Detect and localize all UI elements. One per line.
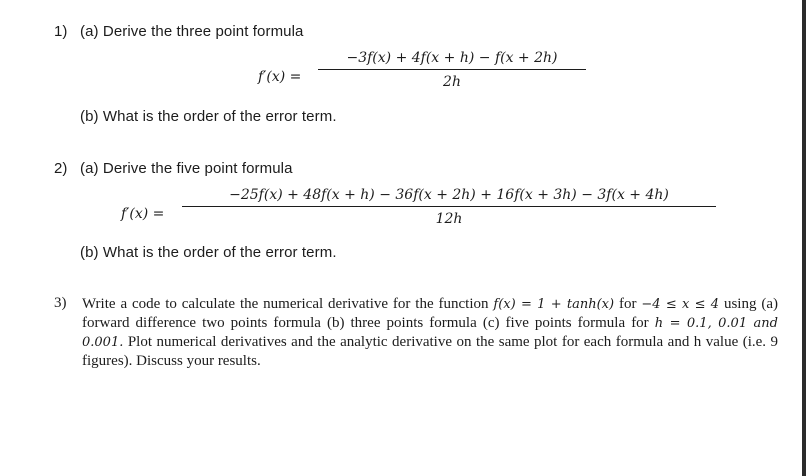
problem-1-denominator: 2h [443, 74, 461, 90]
problem-3-text-2: for [614, 296, 642, 312]
problem-2-part-a: (a) Derive the five point formula [80, 160, 293, 177]
problem-3-text [82, 295, 778, 371]
problem-2-numerator: −25f(x) + 48f(x + h) − 36f(x + 2h) + 16f(x + 3h) − 3f(x + 4h) [229, 187, 669, 203]
problem-3-number: 3) [54, 295, 67, 311]
problem-2-number: 2) [54, 160, 68, 177]
problem-2-formula-lhs: f′(x) = [121, 206, 165, 222]
problem-1-numerator: −3f(x) + 4f(x + h) − f(x + 2h) [346, 50, 558, 66]
problem-3-text-3: using (a) forward difference two points formula (b) three points formula (c) five points formula for [82, 296, 778, 331]
problem-1-formula-fraction [318, 50, 586, 90]
fraction-bar [182, 206, 716, 207]
fraction-bar [318, 69, 586, 70]
problem-3-text-4: Plot numerical derivatives and the analytic derivative on the same plot for each formula and h value (i.e. 9 figures). Discuss your results. [82, 334, 778, 369]
problem-1-part-b: (b) What is the order of the error term. [80, 108, 337, 125]
problem-1-part-a: (a) Derive the three point formula [80, 23, 304, 40]
problem-2-formula-fraction [182, 187, 716, 227]
problem-3-domain: −4 ≤ x ≤ 4 [641, 297, 720, 312]
problem-3-text-1: Write a code to calculate the numerical derivative for the function [82, 296, 494, 312]
problem-1-number: 1) [54, 23, 68, 40]
problem-3-h-values: h = 0.1, 0.01 and 0.001. [82, 316, 778, 350]
problem-1-formula-lhs: f′(x) = [258, 69, 302, 85]
problem-2-denominator: 12h [435, 211, 463, 227]
problem-3-function: f(x) = 1 + tanh(x) [493, 297, 615, 312]
page-edge-border [802, 0, 806, 476]
problem-2-part-b: (b) What is the order of the error term. [80, 244, 337, 261]
